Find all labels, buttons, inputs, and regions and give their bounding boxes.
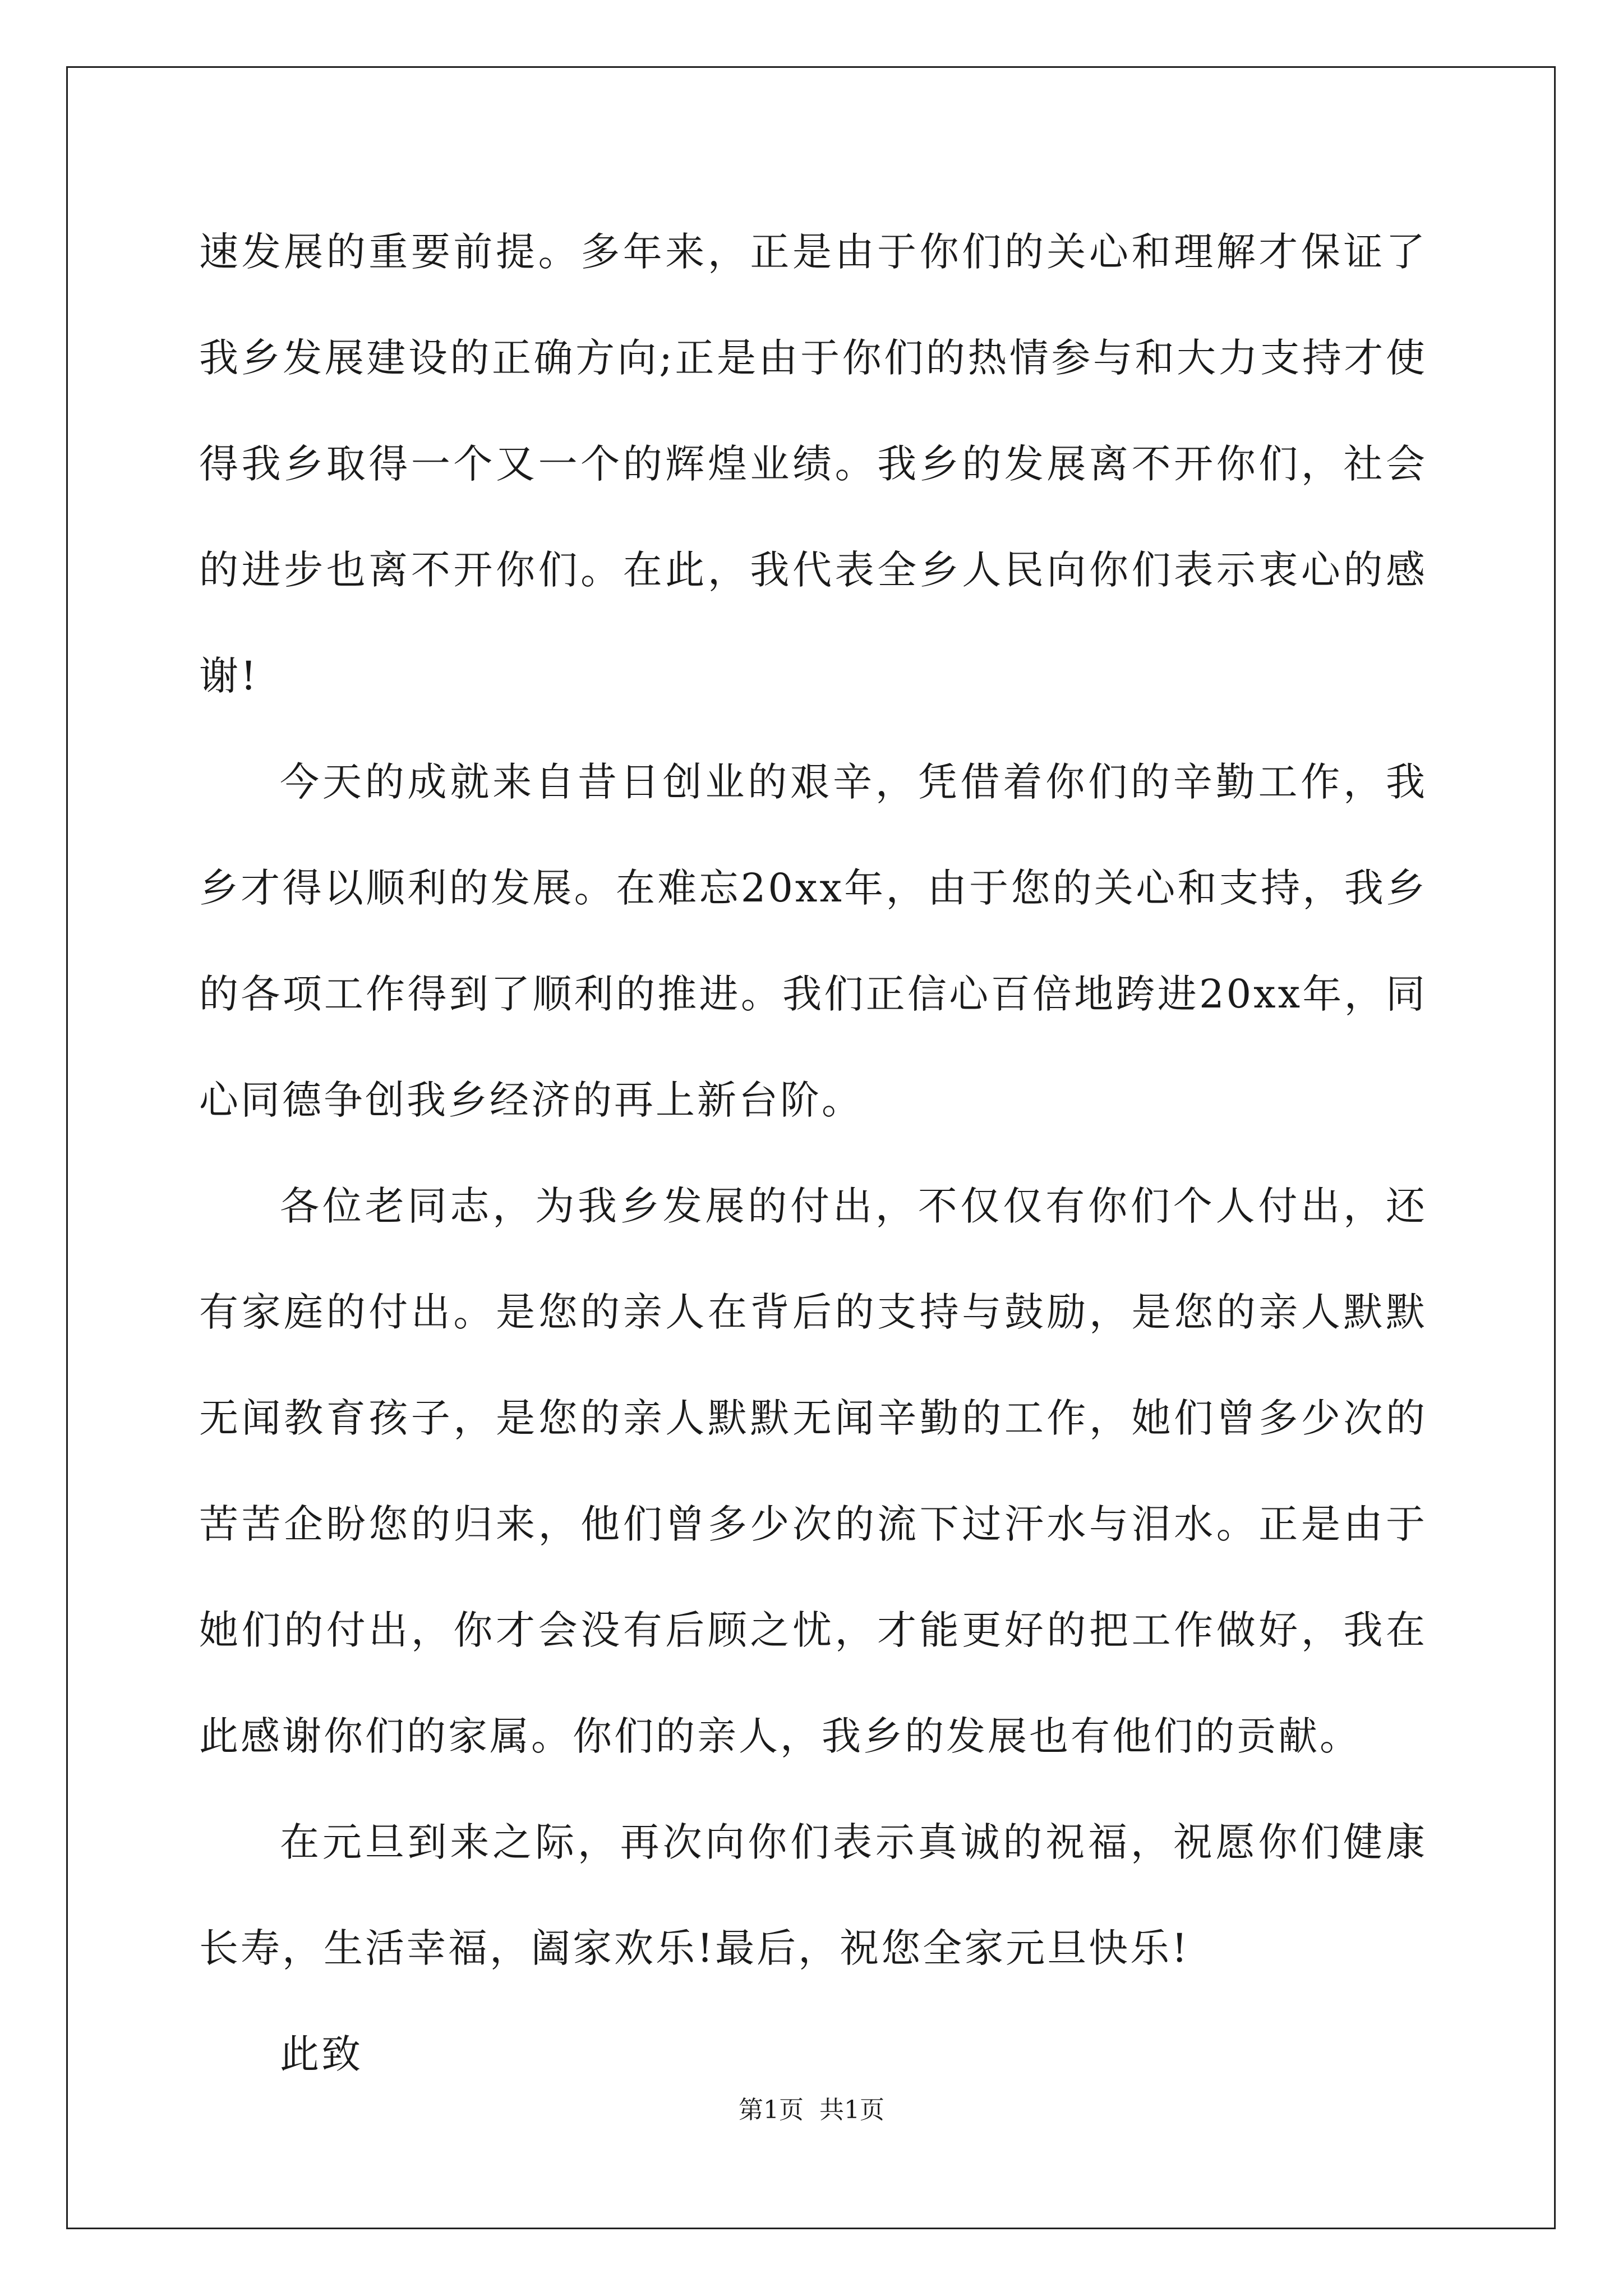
paragraph-1: 速发展的重要前提。多年来，正是由于你们的关心和理解才保证了我乡发展建设的正确方向;正是由于你们的热情参与和大力支持才使得我乡取得一个又一个的辉煌业绩。我乡的发展离不开你们，社会的进步也离不开你们。在此，我代表全乡人民向你们表示衷心的感谢!	[199, 229, 1427, 699]
paragraph-closing: 此致	[280, 2031, 363, 2077]
page-number: 第1页 共1页	[739, 2096, 884, 2124]
document-body	[199, 199, 1427, 2108]
paragraph-4: 在元旦到来之际，再次向你们表示真诚的祝福，祝愿你们健康长寿，生活幸福，阖家欢乐!最后，祝您全家元旦快乐!	[199, 1819, 1427, 1971]
page-footer	[0, 2093, 1623, 2127]
paragraph-3: 各位老同志，为我乡发展的付出，不仅仅有你们个人付出，还有家庭的付出。是您的亲人在背后的支持与鼓励，是您的亲人默默无闻教育孩子，是您的亲人默默无闻辛勤的工作，她们曾多少次的苦苦企盼您的归来，他们曾多少次的流下过汗水与泪水。正是由于她们的付出，你才会没有后顾之忧，才能更好的把工作做好，我在此感谢你们的家属。你们的亲人，我乡的发展也有他们的贡献。	[199, 1183, 1427, 1759]
paragraph-2: 今天的成就来自昔日创业的艰辛，凭借着你们的辛勤工作，我乡才得以顺利的发展。在难忘20xx年，由于您的关心和支持，我乡的各项工作得到了顺利的推进。我们正信心百倍地跨进20xx年，同心同德争创我乡经济的再上新台阶。	[199, 759, 1427, 1123]
